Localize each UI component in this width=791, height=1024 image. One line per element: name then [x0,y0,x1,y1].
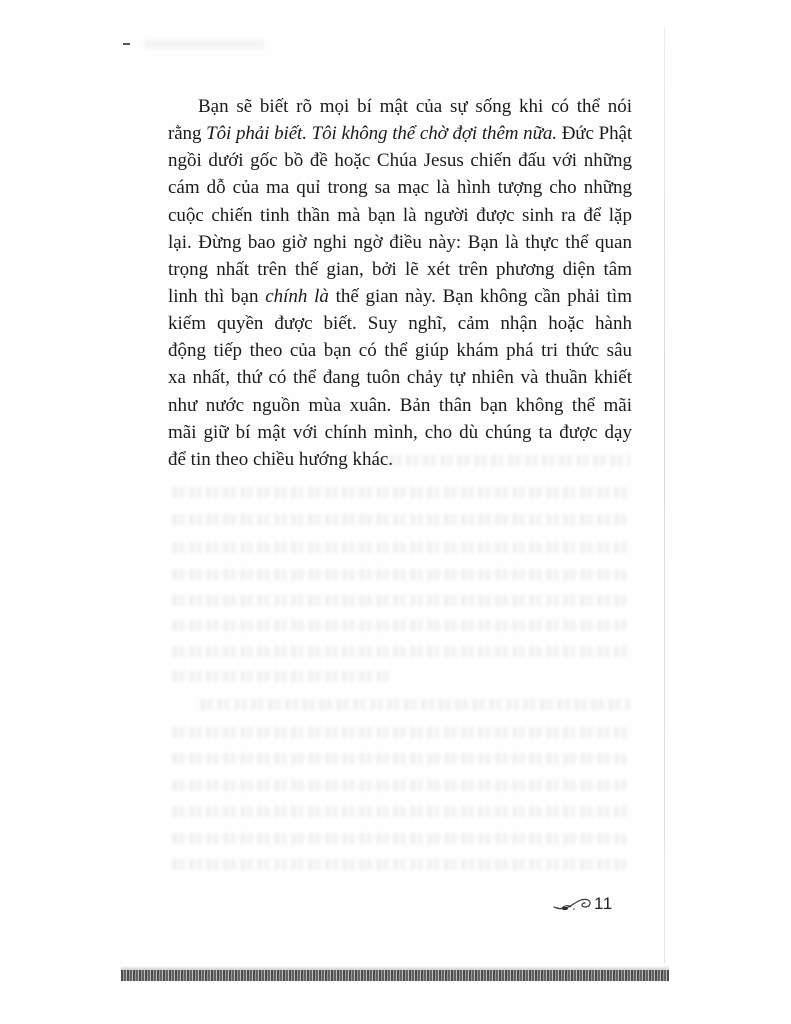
text-segment: Bạn sẽ biết rõ mọi bí mật của sự sống khi có thể nói [198,96,632,117]
text-line [168,93,632,120]
text-line [168,310,632,337]
text-segment: xa nhất, thứ có thể đang tuôn chảy tự nhiên và thuần khiết [168,367,632,389]
text-line [168,256,632,283]
scan-corner-mark [123,43,130,45]
text-line [168,147,632,174]
text-segment: kiếm quyền được biết. Suy nghĩ, cảm nhận hoặc hành [168,313,632,335]
show-through-line [172,859,630,870]
text-line [168,229,632,256]
text-segment: Đức Phật [556,123,632,145]
text-segment: thế gian này. Bạn không cần phải tìm [328,285,632,307]
text-segment: động tiếp theo của bạn có thể giúp khám phá tri thức sâu [168,340,632,362]
text-line [168,202,632,229]
text-line [168,364,632,391]
text-segment: cám dỗ của ma quỉ trong sa mạc là hình tượng cho những [168,177,632,199]
text-segment: ngồi dưới gốc bồ đề hoặc Chúa Jesus chiến đấu với những [168,150,632,172]
show-through-line [172,833,630,844]
text-segment: như nước nguồn mùa xuân. Bản thân bạn không thể mãi [168,394,632,416]
show-through-line [200,699,630,710]
text-segment: cuộc chiến tinh thần mà bạn là người được sinh ra để lặp [168,204,632,226]
show-through-line [172,727,630,738]
show-through-line [172,780,630,791]
show-through-line [172,569,630,580]
text-line [168,419,632,446]
text-segment: để tin theo chiều hướng khác. [168,448,394,470]
show-through-line [172,487,630,498]
show-through-line [172,595,630,606]
text-segment: linh thì bạn [168,285,266,307]
show-through-line [172,753,630,764]
show-through-line [172,646,630,657]
show-through-line [172,514,630,525]
italic-text: chính là [265,285,329,307]
page-edge-band [121,970,669,981]
body-paragraph [168,93,632,473]
page-fold-line [664,28,665,963]
page-number: 11 [594,894,613,913]
text-segment: rằng [168,123,207,145]
text-line [168,392,632,419]
text-segment: mãi giữ bí mật với chính mình, cho dù chúng ta được dạy [168,421,632,443]
show-through-line [172,671,390,682]
flourish-icon [552,894,594,914]
text-segment: trọng nhất trên thế gian, bởi lẽ xét trên phương diện tâm [168,258,632,280]
text-line [168,337,632,364]
text-line [168,120,632,147]
text-line [168,283,632,310]
text-line [168,446,632,473]
show-through-line [172,806,630,817]
show-through-line [172,620,630,631]
scan-smear [145,40,265,49]
show-through-line [172,542,630,553]
italic-text: Tôi phải biết. Tôi không thể chờ đợi thêm nữa. [206,123,557,145]
text-line [168,174,632,201]
text-segment: lại. Đừng bao giờ nghi ngờ điều này: Bạn là thực thể quan [168,231,632,253]
